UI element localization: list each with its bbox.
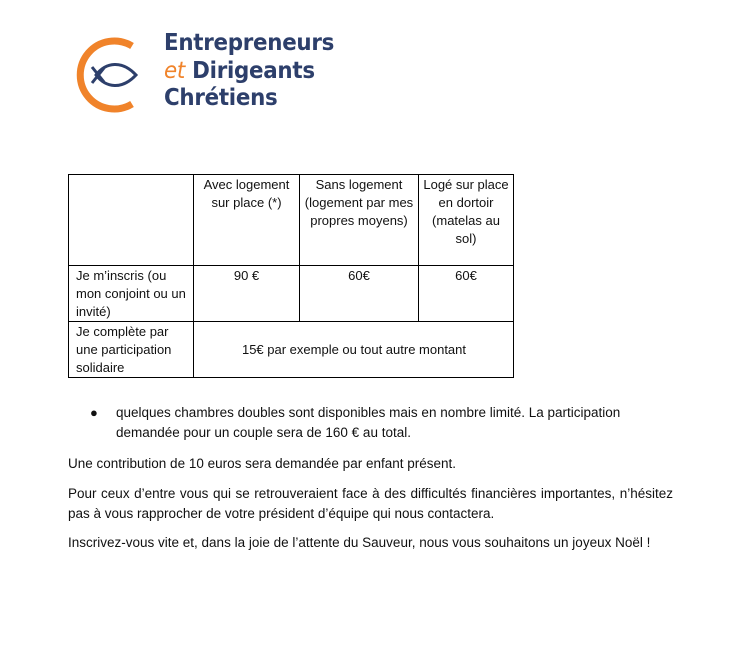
table-row [69,266,514,322]
table-cell: 90 € [194,266,300,322]
table-merged-cell: 15€ par exemple ou tout autre montant [194,322,514,378]
table-header-cell: Logé sur place en dortoir (matelas au sol) [419,175,514,266]
logo-line-1: Entrepreneurs [164,30,335,56]
bullet-icon: ● [90,405,98,420]
logo-mark-icon [66,34,146,116]
paragraph: Une contribution de 10 euros sera demandée par enfant présent. [68,456,457,471]
logo-line-2 [164,58,334,86]
table-row-label: Je complète par une participation solidaire [69,322,194,378]
paragraph: Inscrivez-vous vite et, dans la joie de l’attente du Sauveur, nous vous souhaitons un joyeux Noël ! [68,535,651,550]
logo-line-3: Chrétiens [164,85,278,111]
bullet-text: quelques chambres doubles sont disponibles mais en nombre limité. La participation demandée pour un couple sera de 160 € au total. [116,405,621,440]
table-row [69,322,514,378]
table-cell: 60€ [300,266,419,322]
edc-logo [66,30,336,120]
pricing-table [68,174,514,378]
bullet-item [68,403,673,443]
table-row-label: Je m’inscris (ou mon conjoint ou un invité) [69,266,194,322]
table-header-row [69,175,514,266]
table-header-cell: Sans logement (logement par mes propres moyens) [300,175,419,266]
table-cell: 60€ [419,266,514,322]
logo-wordmark [164,30,334,113]
logo-line-2-rest: Dirigeants [184,57,315,84]
table-header-cell: Avec logement sur place (*) [194,175,300,266]
table-header-cell [69,175,194,266]
logo-accent-et: et [164,57,185,84]
paragraph: Pour ceux d’entre vous qui se retrouveraient face à des difficultés financières importantes, n’hésitez pas à vous rapprocher de votre président d’équipe qui nous contactera. [68,486,673,521]
